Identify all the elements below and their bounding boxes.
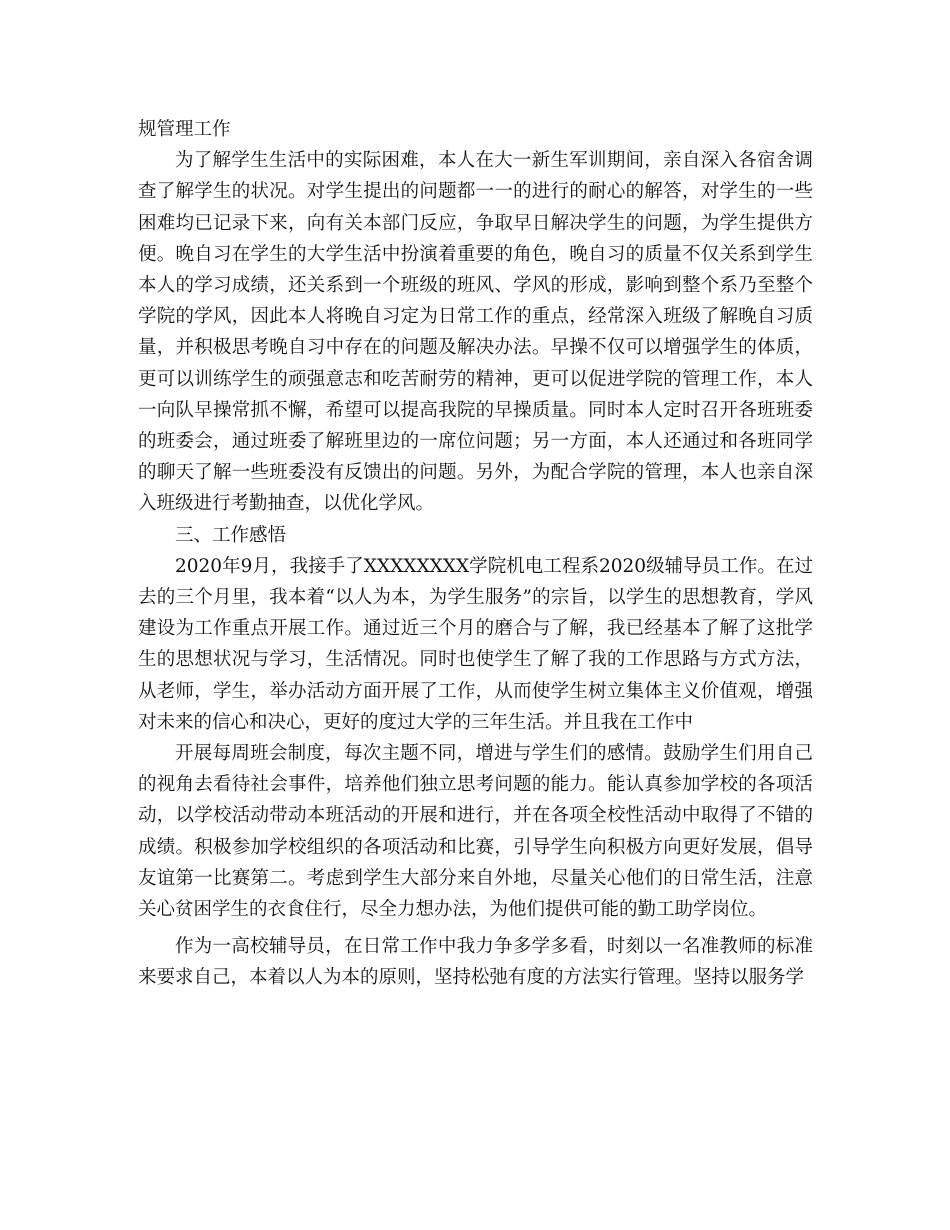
paragraph-took-over-work: 2020年9月，我接手了XXXXXXXX学院机电工程系2020级辅导员工作。在过去的三个月里，我本着“以人为本，为学生服务”的宗旨，以学生的思想教育，学风建设为工作重点开展工作。通过近三个月的磨合与了解，我已经基本了解了这批学生的思想状况与学习，生活情况。同时也使学生了解了我的工作思路与方式方法，从老师，学生，举办活动方面开展了工作，从而使学生树立集体主义价值观，增强对未来的信心和决心，更好的度过大学的三年生活。并且我在工作中 bbox=[138, 555, 813, 733]
paragraph-student-difficulties: 为了解学生生活中的实际困难，本人在大一新生军训期间，亲自深入各宿舍调查了解学生的状况。对学生提出的问题都一一的进行的耐心的解答，对学生的一些困难均已记录下来，向有关本部门反应，争取早日解决学生的问题，为学生提供方便。晚自习在学生的大学生活中扮演着重要的角色，晚自习的质量不仅关系到学生本人的学习成绩，还关系到一个班级的班风、学风的形成，影响到整个系乃至整个学院的学风，因此本人将晚自习定为日常工作的重点，经常深入班级了解晚自习质量，并积极思考晚自习中存在的问题及解决办法。早操不仅可以增强学生的体质，更可以训练学生的顽强意志和吃苦耐劳的精神，更可以促进学院的管理工作，本人一向队早操常抓不懈，希望可以提高我院的早操质量。同时本人定时召开各班班委的班委会，通过班委了解班里边的一席位问题；另一方面，本人还通过和各班同学的聊天了解一些班委没有反馈出的问题。另外，为配合学院的管理，本人也亲自深入班级进行考勤抽查，以优化学风。 bbox=[138, 150, 813, 515]
paragraph-continuation: 规管理工作 bbox=[138, 119, 231, 140]
document-body bbox=[138, 114, 813, 994]
paragraph-as-counselor: 作为一高校辅导员，在日常工作中我力争多学多看，时刻以一名准教师的标准来要求自己，本着以人为本的原则，坚持松弛有度的方法实行管理。坚持以服务学 bbox=[138, 936, 813, 989]
paragraph-weekly-class-meetings: 开展每周班会制度，每次主题不同，增进与学生们的感情。鼓励学生们用自己的视角去看待社会事件，培养他们独立思考问题的能力。能认真参加学校的各项活动，以学校活动带动本班活动的开展和进行，并在各项全校性活动中取得了不错的成绩。积极参加学校组织的各项活动和比赛，引导学生向积极方向更好发展，倡导友谊第一比赛第二。考虑到学生大部分来自外地，尽量关心他们的日常生活，注意关心贫困学生的衣食住行，尽全力想办法，为他们提供可能的勤工助学岗位。 bbox=[138, 743, 813, 921]
section-heading-work-insights: 三、工作感悟 bbox=[175, 524, 287, 546]
